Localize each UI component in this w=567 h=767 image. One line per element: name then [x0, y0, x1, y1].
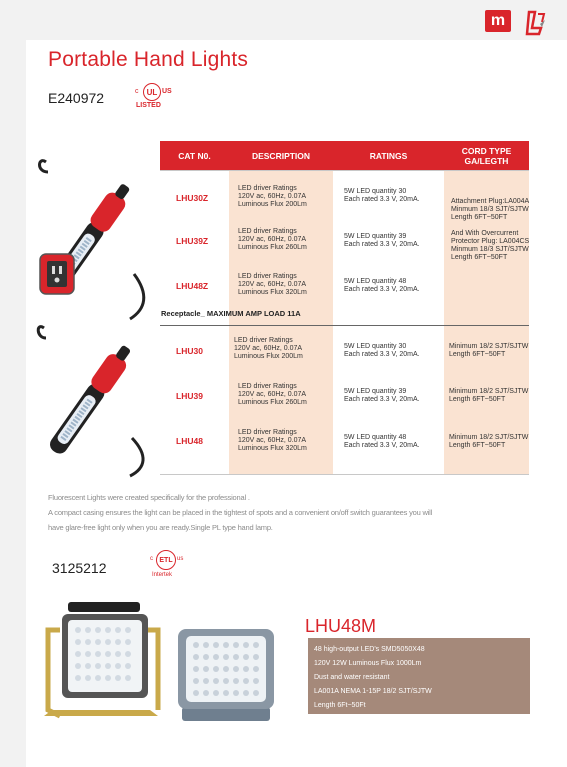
- description-cell: LED driver Ratings 120V ac, 60Hz, 0.07A Luminous Flux 260Lm: [238, 228, 307, 251]
- spec-line: LA001A NEMA 1-15P 18/2 SJT/SJTW: [314, 688, 432, 695]
- cord-cell-group: Attachment Plug:LA004A Minmum 18/3 SJT/SJTW Length 6FT~50FT And With Overcurrent Protector Plug: LA004CS Minmum 18/3 SJT/SJTW Length 6FT~50FT: [451, 198, 530, 261]
- cord-cell: Minimum 18/2 SJT/SJTW Length 6FT~50FT: [449, 434, 529, 449]
- cord-cell: Minimum 18/2 SJT/SJTW Length 6FT~50FT: [449, 388, 529, 403]
- cat-no-cell: LHU30Z: [176, 193, 209, 203]
- column-header-cat-no: CAT N0.: [160, 141, 229, 171]
- column-header-cord-type: CORD TYPE GA/LEGTH: [444, 141, 529, 171]
- column-header-description: DESCRIPTION: [229, 141, 333, 171]
- work-light-stand-image: [40, 600, 165, 725]
- ul-listed-mark: c UL US LISTED: [133, 83, 173, 111]
- etl-listed-mark: c ETL us Intertek: [150, 550, 184, 586]
- rating-cell: 5W LED quantity 48 Each rated 3.3 V, 20mA.: [344, 278, 420, 293]
- spec-line: 120V 12W Luminous Flux 1000Lm: [314, 660, 422, 667]
- cat-no-cell: LHU48Z: [176, 281, 209, 291]
- spec-line: Dust and water resistant: [314, 674, 390, 681]
- cord-cell: Minimum 18/2 SJT/SJTW Length 6FT~50FT: [449, 343, 529, 358]
- cat-no-cell: LHU30: [176, 346, 203, 356]
- etl-logo-icon: ETL: [156, 550, 176, 570]
- description-paragraph-line: A compact casing ensures the light can be placed in the tightest of spots and a convenient on/off switch guarantees you will: [48, 508, 433, 517]
- rating-cell: 5W LED quantity 39 Each rated 3.3 V, 20mA.: [344, 388, 420, 403]
- cat-no-cell: LHU39: [176, 391, 203, 401]
- l-logo-icon: [525, 10, 547, 36]
- rating-cell: 5W LED quantity 39 Each rated 3.3 V, 20mA.: [344, 233, 420, 248]
- table-divider: [160, 325, 529, 326]
- certificate-code: E240972: [48, 90, 105, 106]
- description-cell: LED driver Ratings 120V ac, 60Hz, 0.07A Luminous Flux 320Lm: [238, 273, 307, 296]
- top-bar: [0, 0, 567, 40]
- rating-cell: 5W LED quantity 30 Each rated 3.3 V, 20mA.: [344, 343, 420, 358]
- product-spec-box: [308, 638, 530, 714]
- side-bar: [0, 40, 26, 767]
- hand-light-image: [34, 320, 154, 480]
- m-logo-icon: m: [485, 10, 511, 32]
- description-cell: LED driver Ratings 120V ac, 60Hz, 0.07A Luminous Flux 260Lm: [238, 383, 307, 406]
- hand-light-with-receptacle-image: [34, 154, 154, 324]
- table-divider: [160, 474, 529, 475]
- ul-logo-icon: UL: [143, 83, 161, 101]
- spec-line: Length 6Ft~50Ft: [314, 702, 366, 709]
- description-cell: LED driver Ratings 120V ac, 60Hz, 0.07A Luminous Flux 200Lm: [234, 337, 303, 360]
- page-title: Portable Hand Lights: [48, 48, 249, 71]
- certificate-code: 3125212: [52, 560, 107, 576]
- cat-no-cell: LHU39Z: [176, 236, 209, 246]
- product-model: LHU48M: [305, 616, 377, 636]
- description-paragraph-line: have glare-free light only when you are ready.Single PL type hand lamp.: [48, 523, 273, 532]
- column-header-ratings: RATINGS: [333, 141, 444, 171]
- receptacle-note: Receptacle_ MAXIMUM AMP LOAD 11A: [161, 309, 301, 318]
- cat-no-cell: LHU48: [176, 436, 203, 446]
- rating-cell: 5W LED quantity 30 Each rated 3.3 V, 20mA.: [344, 188, 420, 203]
- description-cell: LED driver Ratings 120V ac, 60Hz, 0.07A Luminous Flux 200Lm: [238, 185, 307, 208]
- spec-line: 48 high-output LED's SMD5050X48: [314, 646, 425, 653]
- table-divider: [160, 170, 529, 171]
- brand-logos: [485, 10, 547, 36]
- rating-cell: 5W LED quantity 48 Each rated 3.3 V, 20mA.: [344, 434, 420, 449]
- description-cell: LED driver Ratings 120V ac, 60Hz, 0.07A Luminous Flux 320Lm: [238, 429, 307, 452]
- work-light-base-image: [172, 625, 280, 725]
- description-paragraph-line: Fluorescent Lights were created specifically for the professional .: [48, 493, 250, 502]
